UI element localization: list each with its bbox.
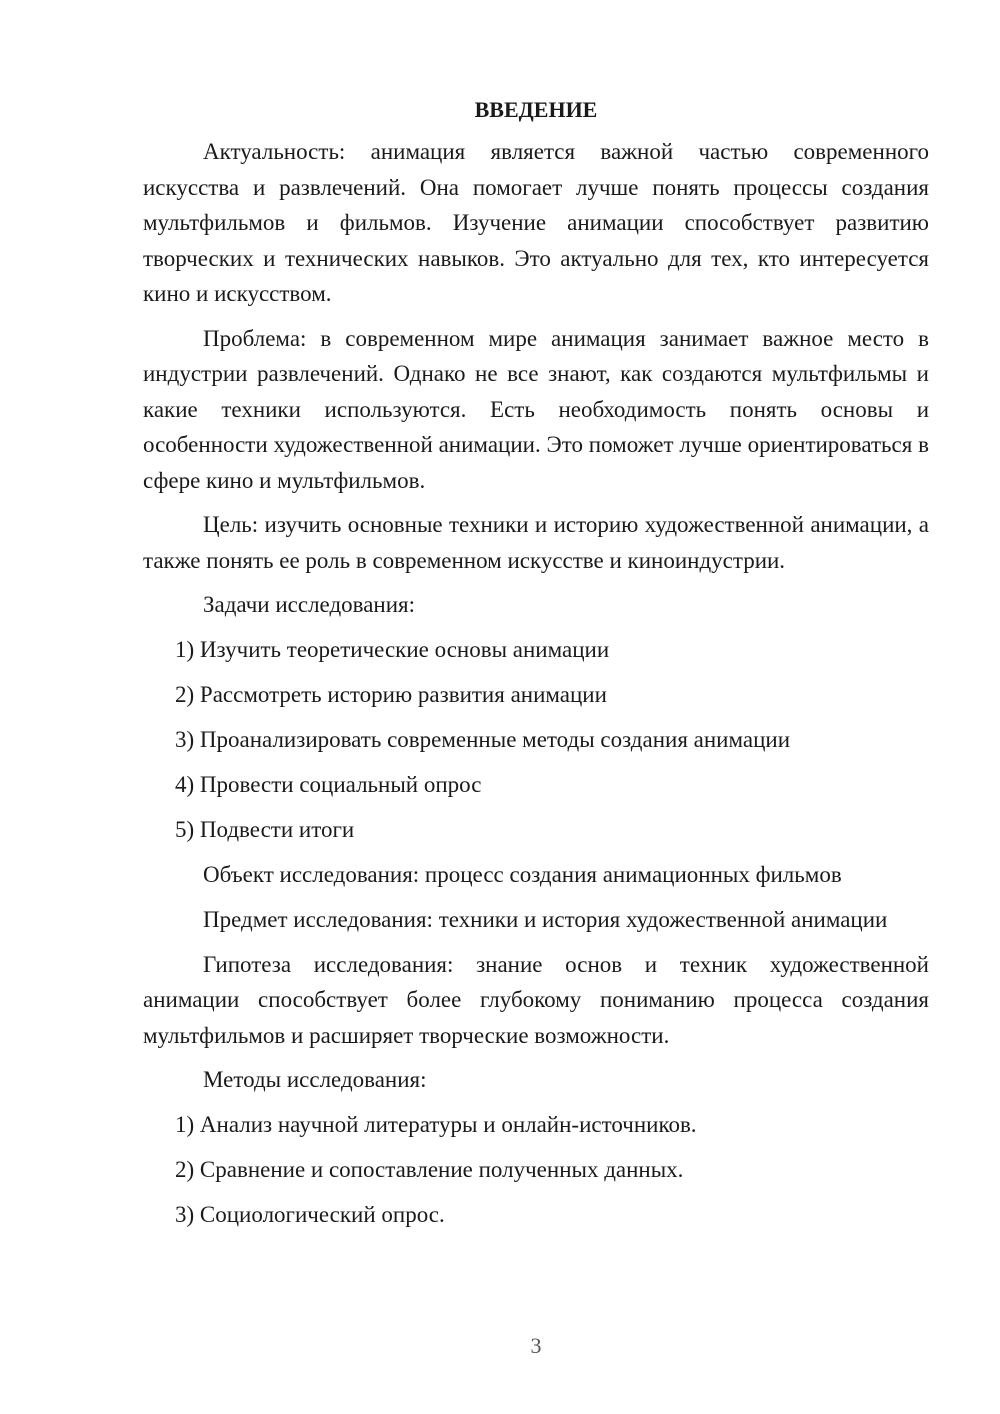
object-line: Объект исследования: процесс создания анимационных фильмов <box>203 862 842 887</box>
relevance-paragraph: Актуальность: анимация является важной частью современного искусства и развлечений. Она помогает лучше понять процессы создания мультфильмов и фильмов. Изучение анимации способствует развитию творческих и технических навыков. Это актуально для тех, кто интересуется кино и искусством. <box>143 139 929 306</box>
page-content <box>143 92 929 1242</box>
task-item: 4) Провести социальный опрос <box>175 772 482 797</box>
task-item: 3) Проанализировать современные методы создания анимации <box>175 727 791 752</box>
method-item: 2) Сравнение и сопоставление полученных данных. <box>175 1157 684 1182</box>
task-item: 1) Изучить теоретические основы анимации <box>175 637 610 662</box>
method-item: 1) Анализ научной литературы и онлайн-источников. <box>175 1112 697 1137</box>
methods-heading: Методы исследования: <box>203 1067 427 1092</box>
task-item: 2) Рассмотреть историю развития анимации <box>175 682 607 707</box>
page-number: 3 <box>530 1333 542 1358</box>
problem-paragraph: Проблема: в современном мире анимация занимает важное место в индустрии развлечений. Однако не все знают, как создаются мультфильмы и какие техники используются. Есть необходимость понять основы и особенности художественной анимации. Это поможет лучше ориентироваться в сфере кино и мультфильмов. <box>143 325 929 493</box>
page-title: ВВЕДЕНИЕ <box>474 97 598 122</box>
subject-paragraph: Предмет исследования: техники и история художественной анимации <box>203 907 888 932</box>
tasks-heading: Задачи исследования: <box>203 592 416 617</box>
goal-paragraph: Цель: изучить основные техники и историю художественной анимации, а также понять ее роль в современном искусстве и киноиндустрии. <box>143 512 929 573</box>
hypothesis-paragraph: Гипотеза исследования: знание основ и техник художественной анимации способствует более глубокому пониманию процесса создания мультфильмов и расширяет творческие возможности. <box>143 951 929 1048</box>
method-item: 3) Социологический опрос. <box>175 1202 445 1227</box>
task-item: 5) Подвести итоги <box>175 817 355 842</box>
